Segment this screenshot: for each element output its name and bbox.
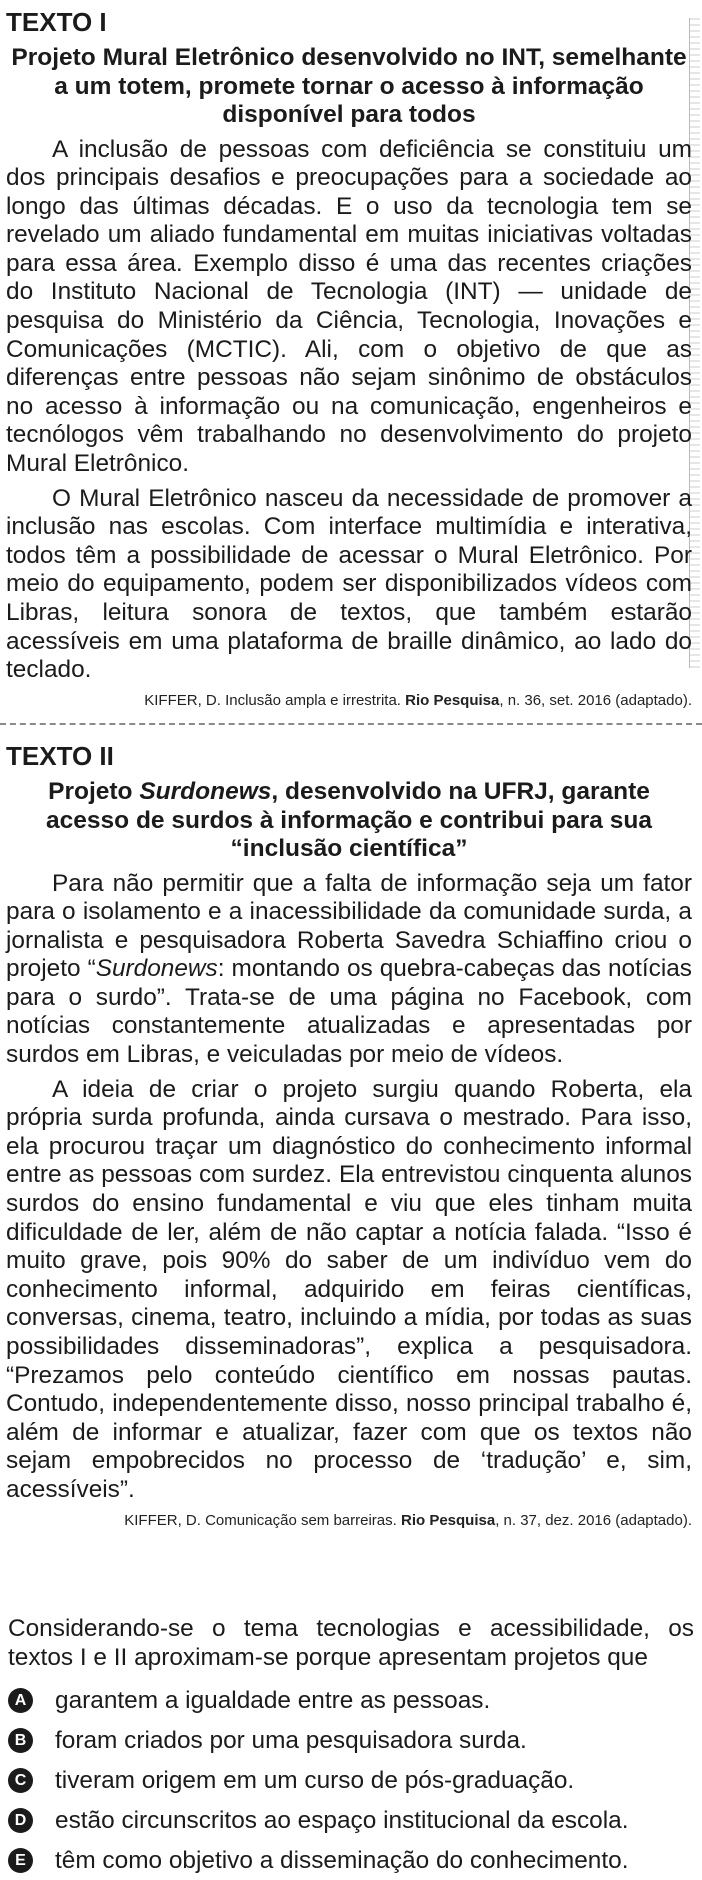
option-b[interactable] [8,1720,694,1760]
source-suffix: , n. 37, dez. 2016 (adaptado). [495,1511,692,1529]
texto-1-paragraph-2: O Mural Eletrônico nasceu da necessidade de promover a inclusão nas escolas. Com interface multimídia e interativa, todos têm a possibilidade de acessar o Mural Eletrônico. Por meio do equipamento, podem ser disponibilizados vídeos com Libras, leitura sonora de textos, que também estarão acessíveis em uma plataforma de braille dinâmico, ao lado do teclado. [6,484,692,684]
texto-2-paragraph-1 [6,870,692,1070]
texto-2-source [6,1511,692,1531]
option-c[interactable] [8,1760,694,1800]
question-block [8,1614,694,1880]
title-italic: Surdonews [139,778,272,805]
texto-1-section [6,6,692,711]
source-journal: Rio Pesquisa [400,1511,496,1529]
texto-2-paragraph-2: A ideia de criar o projeto surgiu quando Roberta, ela própria surda profunda, ainda cursava o mestrado. Para isso, ela procurou traçar um diagnóstico do conhecimento informal entre as pessoas com surdez. Ela entrevistou cinquenta alunos surdos do ensino fundamental e viu que eles tinham muita dificuldade de ler, além de não captar a notícia falada. “Isso é muito grave, pois 90% do saber de um indivíduo vem do conhecimento informal, adquirido em feiras científicas, conversas, cinema, teatro, incluindo a mídia, por todas as suas possibilidades disseminadoras”, explica a pesquisadora. “Prezamos pelo conteúdo científico em nossas pautas. Contudo, independentemente disso, nosso principal trabalho é, além de informar e atualizar, fazer com que os textos não sejam empobrecidos no processo de ‘tradução’ e, sim, acessíveis”. [6,1075,692,1503]
paragraph-part-1: Para não permitir que a falta de informação seja um fator para o isolamento e a inacessibilidade da comunidade surda, a jornalista e pesquisadora Roberta Savedra Schiaffino criou o projeto “ [6,869,692,983]
paragraph-part-2: : montando os quebra-cabeças das notícias para o surdo”. Trata-se de uma página no Facebook, com notícias constantemente atualizadas e apresentadas por surdos em Libras, e veiculadas por meio de vídeos. [6,955,693,1069]
option-c-text: tiveram origem em um curso de pós-graduação. [55,1766,575,1794]
texto-2-title [6,778,692,864]
option-e[interactable] [8,1840,694,1880]
title-part-1: Projeto [48,778,140,805]
texto-1-source [6,691,692,711]
texto-2-section [6,740,692,1531]
option-d-badge: D [8,1808,33,1833]
texto-1-title: Projeto Mural Eletrônico desenvolvido no INT, semelhante a um totem, promete tornar o acesso à informação disponível para todos [11,44,687,128]
option-e-text: têm como objetivo a disseminação do conhecimento. [55,1846,629,1874]
option-d[interactable] [8,1800,694,1840]
source-prefix: KIFFER, D. Comunicação sem barreiras. [124,1511,401,1529]
option-a-text: garantem a igualdade entre as pessoas. [55,1686,491,1714]
option-a-badge: A [8,1688,33,1713]
texto-1-paragraph-1: A inclusão de pessoas com deficiência se constituiu um dos principais desafios e preocupações para a sociedade ao longo das últimas décadas. E o uso da tecnologia tem se revelado um aliado fundamental em muitas iniciativas voltadas para essa área. Exemplo disso é uma das recentes criações do Instituto Nacional de Tecnologia (INT) — unidade de pesquisa do Ministério da Ciência, Tecnologia, Inovações e Comunicações (MCTIC). Ali, com o objetivo de que as diferenças entre pessoas não sejam sinônimo de obstáculos no acesso à informação ou na comunicação, engenheiros e tecnólogos vêm trabalhando no desenvolvimento do projeto Mural Eletrônico. [6,135,692,478]
source-suffix: , n. 36, set. 2016 (adaptado). [499,691,692,709]
option-d-text: estão circunscritos ao espaço institucional da escola. [55,1806,629,1834]
texto-1-label: TEXTO I [6,7,107,37]
option-e-badge: E [8,1848,33,1873]
option-b-text: foram criados por uma pesquisadora surda. [55,1726,527,1754]
option-a[interactable] [8,1680,694,1720]
texto-2-label: TEXTO II [6,741,114,771]
source-journal: Rio Pesquisa [405,691,500,709]
source-prefix: KIFFER, D. Inclusão ampla e irrestrita. [144,691,406,709]
section-divider [0,723,702,725]
option-b-badge: B [8,1728,33,1753]
option-c-badge: C [8,1768,33,1793]
title-part-2: , desenvolvido na UFRJ, garante acesso de surdos à informação e contribui para sua “inclusão científica” [46,778,652,862]
question-stem: Considerando-se o tema tecnologias e acessibilidade, os textos I e II aproximam-se porque apresentam projetos que [8,1615,694,1671]
paragraph-italic: Surdonews [95,955,218,983]
